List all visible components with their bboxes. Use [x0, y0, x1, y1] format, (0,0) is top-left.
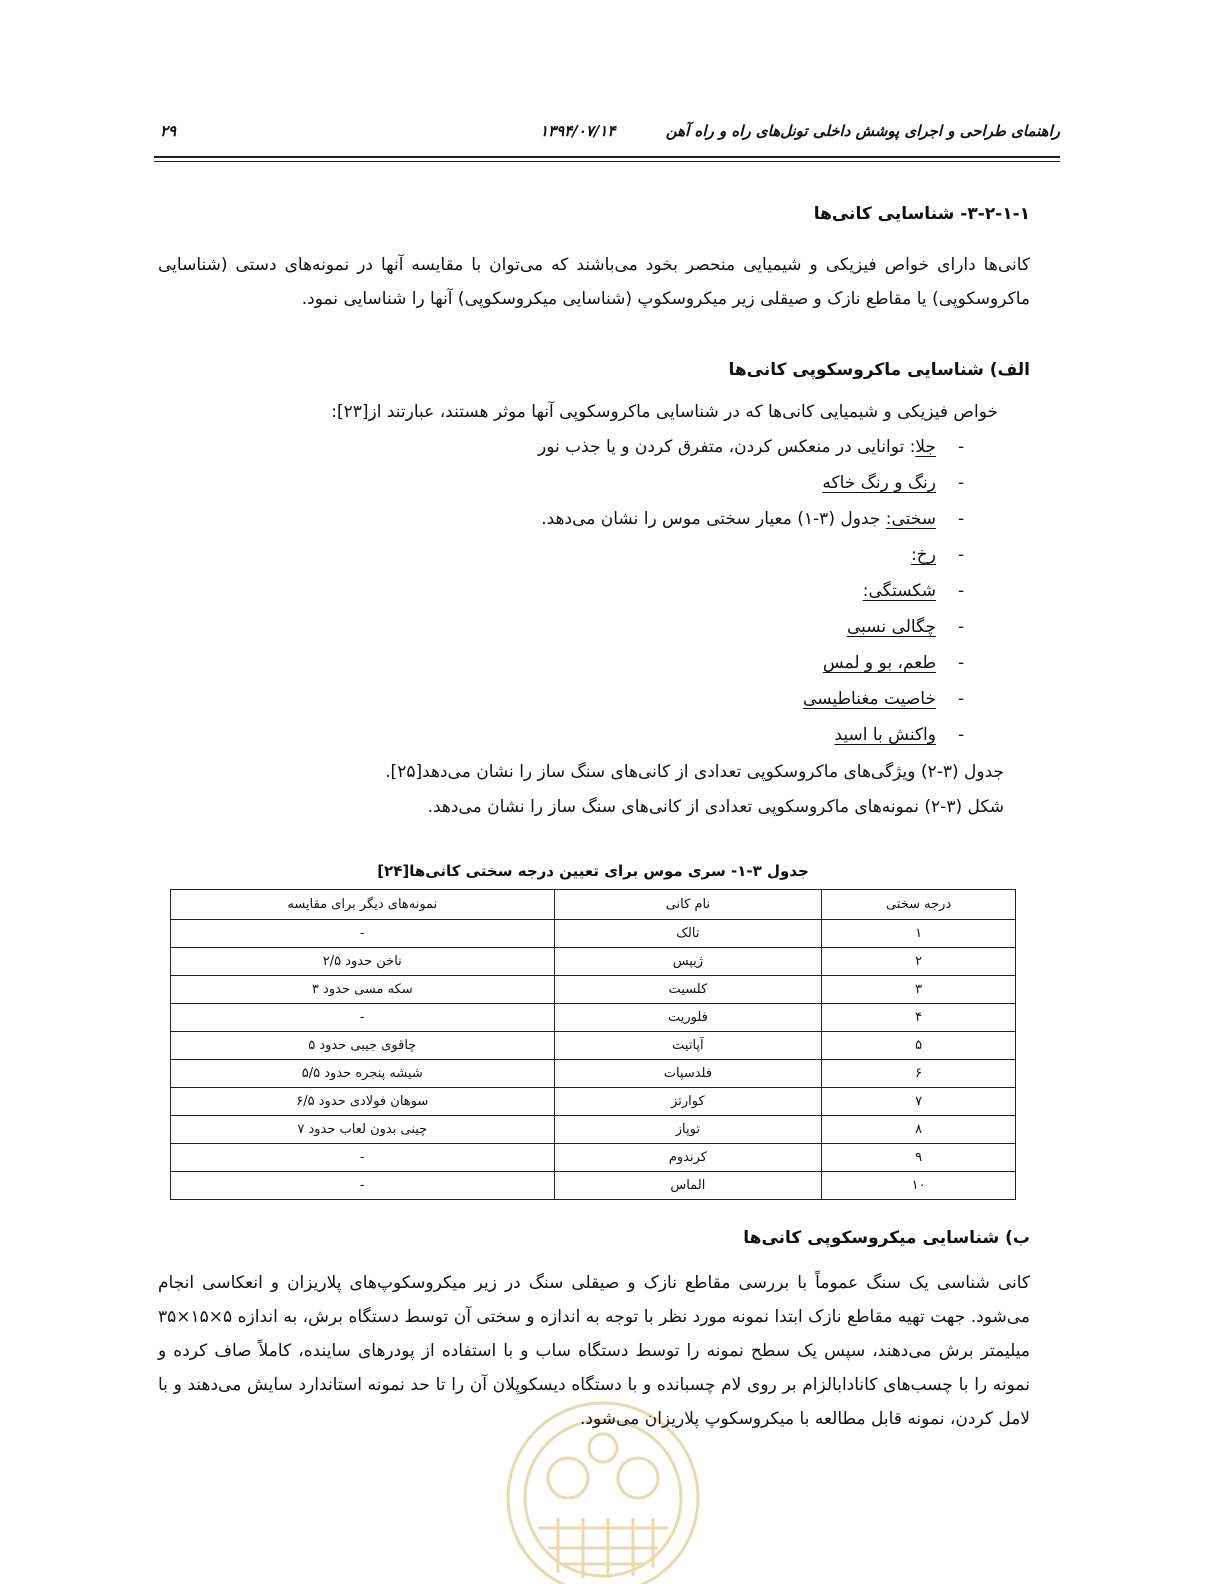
list-item-description: : توانایی در منعکس کردن، متفرق کردن و یا جذب نور [538, 437, 916, 457]
table-cell: ۱ [822, 920, 1016, 948]
table-cell: فلدسپات [554, 1060, 822, 1088]
table-row [171, 1088, 1016, 1116]
table-cell: ناخن حدود ۲/۵ [171, 948, 555, 976]
table-cell: ۳ [822, 976, 1016, 1004]
micro-paragraph: کانی شناسی یک سنگ عموماً با بررسی مقاطع نازک و صیقلی سنگ در زیر میکروسکوپ‌های پلاریزان و انعکاسی انجام می‌شود. جهت تهیه مقاطع نازک ابتدا نمونه مورد نظر با توجه به اندازه و سختی آن توسط دستگاه برش، به اندازه ۵×۱۵×۳۵ میلیمتر برش می‌دهند، سپس یک سطح نمونه را توسط دستگاه ساب و با استفاده از پودرهای ساینده، کاملاً صاف کرده و نمونه را با چسب‌های کانادابالزام بر روی لام چسبانده و با دستگاه دیسکوپلان آن را تا حد نمونه استاندارد سایش می‌دهند و با لامل کردن، نمونه قابل مطالعه با میکروسکوپ پلاریزان می‌شود. [158, 1273, 1030, 1429]
bullet-dash: - [958, 581, 965, 601]
list-item [847, 617, 936, 637]
macro-lead: خواص فیزیکی و شیمیایی کانی‌ها که در شناسایی ماکروسکوپی آنها موثر هستند، عبارتند از[۲۳]: [331, 402, 998, 422]
table-cell: ۲ [822, 948, 1016, 976]
table-cell: - [171, 1144, 555, 1172]
table-cell: ۴ [822, 1004, 1016, 1032]
table-cell: کوارتز [554, 1088, 822, 1116]
table-row [171, 1116, 1016, 1144]
table-row [171, 1032, 1016, 1060]
list-item [538, 437, 936, 457]
table-cell: - [171, 1172, 555, 1200]
table-cell: ۶ [822, 1060, 1016, 1088]
mohs-table [170, 889, 1016, 1200]
list-item-label: واکنش با اسید [834, 725, 936, 745]
bullet-dash: - [958, 473, 965, 493]
bullet-dash: - [958, 725, 965, 745]
table-cell: چینی بدون لعاب حدود ۷ [171, 1116, 555, 1144]
macro-heading: الف) شناسایی ماکروسکوپی کانی‌ها [728, 360, 1030, 380]
table-cell: - [171, 1004, 555, 1032]
table-header-row [171, 890, 1016, 920]
list-item-label: جلا [915, 437, 936, 457]
table-row [171, 1060, 1016, 1088]
list-item-label: رنگ و رنگ خاکه [822, 473, 936, 493]
list-item [834, 725, 936, 745]
header-rule [154, 156, 1060, 158]
table-cell: تالک [554, 920, 822, 948]
table-cell: سوهان فولادی حدود ۶/۵ [171, 1088, 555, 1116]
bullet-dash: - [958, 689, 965, 709]
list-item [803, 689, 936, 709]
list-item [911, 545, 936, 565]
column-header: نام کانی [554, 890, 822, 920]
list-item-label: رخ: [911, 545, 936, 565]
table-cell: ژیپس [554, 948, 822, 976]
table-row [171, 1004, 1016, 1032]
column-header: درجه سختی [822, 890, 1016, 920]
macro-after-1: جدول (۳-۲) ویژگی‌های ماکروسکوپی تعدادی از کانی‌های سنگ ساز را نشان می‌دهد[۲۵]. [385, 762, 1004, 782]
table-row [171, 1144, 1016, 1172]
list-item [822, 473, 936, 493]
table-cell: ۱۰ [822, 1172, 1016, 1200]
header-title: راهنمای طراحی و اجرای پوشش داخلی تونل‌های راه و راه آهن [665, 122, 1060, 140]
table-cell: الماس [554, 1172, 822, 1200]
table-cell: ۷ [822, 1088, 1016, 1116]
list-item-label: چگالی نسبی [846, 617, 936, 637]
bullet-dash: - [958, 509, 965, 529]
intro-paragraph: کانی‌ها دارای خواص فیزیکی و شیمیایی منحصر بخود می‌باشند که می‌توان با مقایسه آنها در نمونه‌های دستی (شناسایی ماکروسکوپی) یا مقاطع نازک و صیقلی زیر میکروسکوپ (شناسایی میکروسکوپی) آنها را شناسایی نمود. [158, 255, 1030, 309]
table-row [171, 920, 1016, 948]
list-item [823, 653, 936, 673]
table-cell: فلوریت [554, 1004, 822, 1032]
table-row [171, 948, 1016, 976]
table-row [171, 1172, 1016, 1200]
table-row [171, 976, 1016, 1004]
list-item [863, 581, 936, 601]
bullet-dash: - [958, 437, 965, 457]
page-number: ۲۹ [160, 122, 177, 140]
table-cell: ۵ [822, 1032, 1016, 1060]
section-heading: ۳-۲-۱-۱- شناسایی کانی‌ها [813, 204, 1030, 224]
list-item-label: خاصیت مغناطیسی [803, 689, 936, 709]
column-header: نمونه‌های دیگر برای مقایسه [171, 890, 555, 920]
bullet-dash: - [958, 653, 965, 673]
micro-heading: ب) شناسایی میکروسکوپی کانی‌ها [743, 1228, 1030, 1248]
list-item-label: سختی: [885, 509, 936, 529]
table-cell: چاقوی جیبی حدود ۵ [171, 1032, 555, 1060]
list-item [541, 509, 936, 529]
table-cell: کرندوم [554, 1144, 822, 1172]
table-cell: توپاز [554, 1116, 822, 1144]
bullet-dash: - [958, 545, 965, 565]
table-cell: شیشه پنجره حدود ۵/۵ [171, 1060, 555, 1088]
header-rule-thin [154, 161, 1060, 162]
bullet-dash: - [958, 617, 965, 637]
list-item-label: شکستگی: [862, 581, 936, 601]
table-cell: - [171, 920, 555, 948]
list-item-label: طعم، بو و لمس [822, 653, 936, 673]
table-cell: کلسیت [554, 976, 822, 1004]
table-cell: ۸ [822, 1116, 1016, 1144]
table-cell: سکه مسی حدود ۳ [171, 976, 555, 1004]
table-cell: آپاتیت [554, 1032, 822, 1060]
header-date: ۱۳۹۴/۰۷/۱۴ [540, 122, 616, 140]
table-caption: جدول ۳-۱- سری موس برای تعیین درجه سختی کانی‌ها[۲۴] [377, 862, 809, 880]
list-item-description: جدول (۳-۱) معیار سختی موس را نشان می‌دهد. [541, 509, 886, 529]
table-cell: ۹ [822, 1144, 1016, 1172]
macro-after-2: شکل (۳-۲) نمونه‌های ماکروسکوپی تعدادی از کانی‌های سنگ ساز را نشان می‌دهد. [427, 797, 1004, 817]
